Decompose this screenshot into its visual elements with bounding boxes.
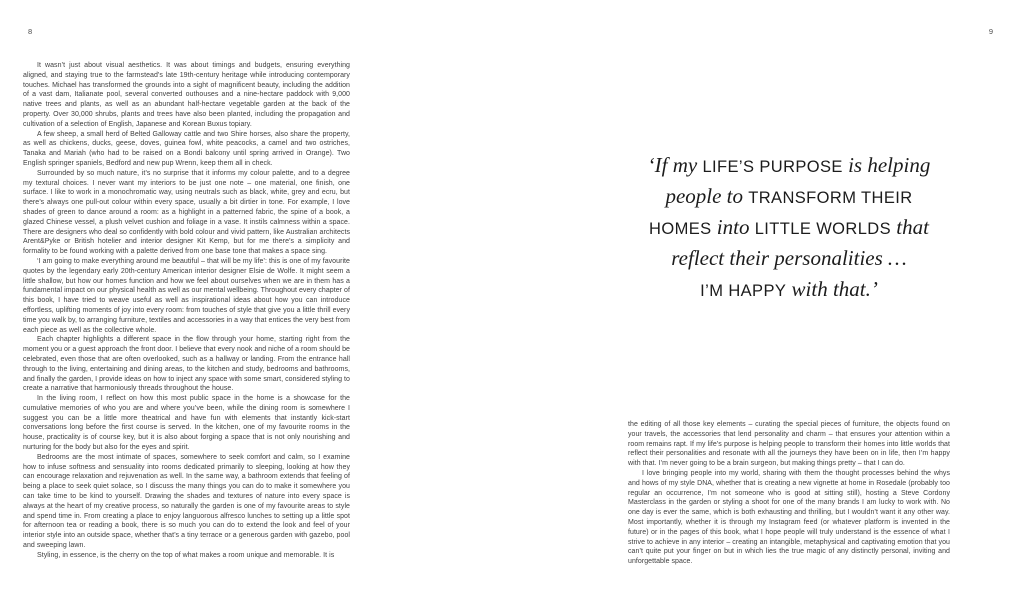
quote-segment-caps: I’M HAPPY — [700, 282, 787, 300]
quote-line — [624, 244, 954, 275]
body-paragraph: ‘I am going to make everything around me beautiful – that will be my life’: this is one of my favourite quotes by the legendary early 20th-century American interior designer Elsie de Wolfe. It might seem a little shallow, but how our homes function and how we feel about ourselves when we are in them has a fundamental impact on our physical health as well as our mental wellbeing. Throughout every chapter of this book, I have tried to weave useful as well as inspirational ideas about how you can introduce effortless, uplifting moments of joy into every room: from touches of style that give you a little thrill every time you walk by, to arranging furniture, textiles and accessories in a way that entices the very best from each piece as well as the collective whole. — [23, 257, 350, 334]
quote-segment-italic: with that.’ — [786, 277, 878, 301]
quote-segment-italic: reflect their personalities … — [671, 246, 907, 270]
page-right — [512, 0, 1024, 612]
page-number-left: 8 — [28, 27, 33, 36]
body-paragraph: Each chapter highlights a different space in the flow through your home, starting right from the moment you or a guest approach the front door. I believe that every nook and niche of a room should be celebrated, even those that are often overlooked, such as a hallway or landing. From the entrance hall through to the living, entertaining and dining areas, to the kitchen and study, bedrooms and bathrooms, and finally the garden, I provide ideas on how to inject any space with some smart, considered styling to create a narrative that harmoniously threads throughout the house. — [23, 336, 350, 393]
body-paragraph: the editing of all those key elements – curating the special pieces of furniture, the objects found on your travels, the accessories that lend personality and charm – that ensures your attention within a room remains rapt. If my life’s purpose is helping people to transform their homes into little worlds that reflect their personalities and resonate with all the journeys they have been on in life, then I’m happy with that. I’m never going to be a brain surgeon, but making things pretty – that I can do. — [628, 421, 950, 468]
quote-segment-caps: LIFE’S PURPOSE — [702, 158, 843, 176]
quote-line — [624, 151, 954, 182]
body-paragraph: A few sheep, a small herd of Belted Galloway cattle and two Shire horses, also share the property, as well as chickens, ducks, geese, doves, guinea fowl, white peacocks, a camel and two ostriches, Tanaka and Mariah (who had to be raised on a Bondi balcony until spring arrived in Orange). Two English springer spaniels, Bedford and new pup Wrenn, keep them all in check. — [23, 130, 350, 167]
body-paragraph: Surrounded by so much nature, it’s no surprise that it informs my colour palette, and to a degree my textural choices. I never want my interiors to be just one note – one material, one finish, one surface. I like to work in a monochromatic way, using neutrals such as black, white, grey and ecru, but there’s always one pull-out colour within every space, usually a bit dirtier in tone. For example, I love shades of green to dance around a room: as a highlight in a patterned fabric, the spine of a book, a glazed Chinese vessel, a plush velvet cushion and foliage in a vase. It instils calmness within a space. There are designers who deal so confidently with bold colour and vivid pattern, like Australian architects Arent&Pyke or British hotelier and interior designer Kit Kemp, but for me there’s a simplicity and formality to be found working with a palette derived from one base tone that makes a space sing. — [23, 169, 350, 256]
quote-segment-caps: LITTLE WORLDS — [754, 220, 892, 238]
body-paragraph: In the living room, I reflect on how this most public space in the home is a showcase for the cumulative memories of who you are and where you’ve been, while the dining room is somewhere I suggest you can be a little more theatrical and have fun with elements that instantly kick-start conversations long before the first course is served. In the kitchen, one of my favourite rooms in the house, practicality is of course key, but it is also about forging a space that is not only nourishing and nurturing for the body but also for the eyes and spirit. — [23, 395, 350, 452]
left-text-column — [23, 61, 350, 561]
quote-segment-caps: HOMES — [649, 220, 712, 238]
quote-segment-italic: that — [891, 215, 929, 239]
quote-line — [624, 182, 954, 213]
quote-line — [624, 213, 954, 244]
quote-segment-italic: is helping — [842, 153, 931, 177]
quote-segment-italic: people to — [665, 184, 749, 208]
quote-segment-caps: TRANSFORM THEIR — [748, 189, 913, 207]
body-paragraph: It wasn’t just about visual aesthetics. It was about timings and budgets, ensuring everything aligned, and staying true to the farmstead’s late 19th-century heritage while introducing contemporary touches. Michael has transformed the grounds into a sight of magnificent beauty, including the addition of a vast dam, Italianate pool, several converted outhouses and a nine-hectare paddock with 9,000 native trees and plants, as well as an abundant half-hectare vegetable garden at the back of the property. Over 30,000 shrubs, plants and trees have also been planted, including the propagation and cultivation of a selection of English, Japanese and Korean Buxus topiary. — [23, 62, 350, 128]
quote-line — [624, 275, 954, 306]
quote-segment-italic: into — [711, 215, 755, 239]
body-paragraph: I love bringing people into my world, sharing with them the thought processes behind the whys and hows of my style DNA, whether that is creating a new vignette at home in Rosedale (probably too regular an occurrence, I’m not someone who is good at sitting still), hosting a Steve Cordony Masterclass in the garden or styling a shoot for one of the many brands I am lucky to work with. No one day is ever the same, which is both exhausting and thrilling, but I wouldn’t want it any other way. Most importantly, whether it is through my Instagram feed (or whatever platform is invented in the future) or in the pages of this book, what I hope people will truly understand is the essence of what I strive to achieve in any interior – creating an intangible, metaphysical and captivating emotion that you can’t quite put your finger on but in which lies the true magic of any distinctly personal, inviting and unforgettable space. — [628, 469, 950, 566]
right-text-column — [628, 420, 950, 567]
body-paragraph: Bedrooms are the most intimate of spaces, somewhere to seek comfort and calm, so I examine how to infuse softness and sensuality into rooms dedicated primarily to sleeping, looking at how they can encourage relaxation and rejuvenation as well. In the same way, a bathroom extends that feeling of being a place to seek quiet solace, so I discuss the many things you can do to make it somewhere you can take time to be kind to yourself. Drawing the shades and textures of nature into every space is always at the heart of my creative process, so naturally the garden is one of my favourite areas to style and spend time in. From creating a place to enjoy languorous alfresco lunches to setting up a little spot for afternoon tea or reading a book, there is so much you can do to extend the look and feel of your interior style into an outside space, whether that’s a tiny terrace or a generous garden with gazebo, pool and sweeping lawn. — [23, 453, 350, 550]
page-number-right: 9 — [988, 27, 993, 36]
pull-quote — [624, 151, 954, 306]
quote-segment-italic: ‘If my — [647, 153, 703, 177]
body-paragraph: Styling, in essence, is the cherry on the top of what makes a room unique and memorable. It is — [37, 551, 335, 559]
